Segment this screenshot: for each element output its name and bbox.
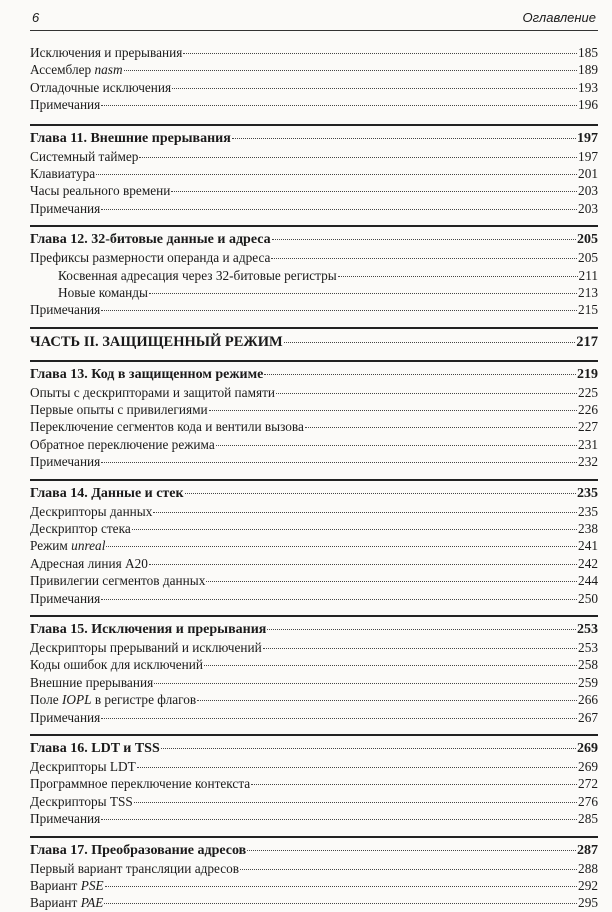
toc-page-number: 235 [578, 503, 598, 519]
toc-entry-title: Исключения и прерывания [30, 45, 183, 60]
dot-leader [101, 718, 577, 719]
toc-entry-title: ЧАСТЬ II. ЗАЩИЩЕННЫЙ РЕЖИМ [30, 333, 283, 350]
toc-entry[interactable] [30, 877, 598, 894]
dot-leader [161, 748, 576, 749]
dot-leader [338, 276, 578, 277]
toc-page-number: 205 [578, 250, 598, 266]
dot-leader [172, 88, 577, 89]
dot-leader [153, 512, 577, 513]
toc-entry-title: Примечания [30, 200, 101, 216]
toc-page-number: 226 [578, 402, 598, 418]
toc-entry[interactable] [30, 793, 598, 810]
toc-entry-title: Внешние прерывания [30, 674, 154, 690]
toc-entry-title: Системный таймер [30, 148, 139, 164]
toc-entry-title: Вариант PAE [30, 895, 104, 911]
toc-page-number: 266 [578, 692, 598, 708]
toc-entry-title: Глава 14. Данные и стек [30, 485, 184, 501]
dot-leader [271, 258, 577, 259]
toc-entry-title: Часы реального времени [30, 183, 171, 199]
toc-entry[interactable] [30, 182, 598, 199]
toc-entry-title: Примечания [30, 454, 101, 470]
toc-page-number: 259 [578, 674, 598, 690]
toc-part[interactable] [30, 333, 598, 352]
toc-page-number: 225 [578, 384, 598, 400]
dot-leader [284, 342, 576, 343]
toc-page-number: 269 [578, 758, 598, 774]
toc-page-number: 295 [578, 895, 598, 911]
toc-entry-title: Глава 11. Внешние прерывания [30, 130, 231, 146]
toc-entry[interactable] [30, 249, 598, 266]
toc-entry-title: Дескрипторы прерываний и исключений [30, 639, 262, 655]
toc-page-number: 196 [578, 97, 598, 113]
dot-leader [171, 191, 577, 192]
toc-page-number: 201 [578, 165, 598, 181]
toc-entry-title: Программное переключение контекста [30, 776, 251, 792]
toc-entry[interactable] [30, 503, 598, 520]
toc-page-number: 215 [578, 302, 598, 318]
toc-page-number: 288 [578, 860, 598, 876]
dot-leader [139, 157, 577, 158]
toc-entry[interactable] [30, 894, 598, 911]
dot-leader [183, 53, 577, 54]
dot-leader [240, 869, 577, 870]
toc-page-number: 232 [578, 454, 598, 470]
toc-entry[interactable] [30, 418, 598, 435]
toc-entry[interactable] [30, 284, 598, 301]
dot-leader [101, 105, 577, 106]
dot-leader [232, 138, 576, 139]
page-number: 6 [32, 10, 40, 25]
toc-entry-title: Адресная линия A20 [30, 555, 148, 571]
toc-entry[interactable] [30, 639, 598, 656]
section-divider [30, 479, 598, 481]
toc-entry-title: Префиксы размерности операнда и адреса [30, 250, 271, 266]
toc-entry-title: Опыты с дескрипторами и защитой памяти [30, 384, 276, 400]
toc-chapter[interactable] [30, 740, 598, 758]
toc-entry-title: Отладочные исключения [30, 79, 172, 95]
toc-entry-title: Глава 12. 32-битовые данные и адреса [30, 232, 271, 248]
toc-entry-title: Дескрипторы LDT [30, 758, 136, 774]
running-title: Оглавление [522, 10, 596, 25]
toc-page-number: 253 [577, 621, 598, 637]
toc-entry-title: Первые опыты с привилегиями [30, 402, 208, 418]
toc-page-number: 231 [578, 436, 598, 452]
toc-entry[interactable] [30, 520, 598, 537]
toc-page-number: 241 [578, 538, 598, 554]
toc-entry-title: Дескриптор стека [30, 521, 131, 537]
toc-entry[interactable] [30, 674, 598, 691]
toc-entry[interactable] [30, 301, 598, 318]
toc-entry-title: Первый вариант трансляции адресов [30, 860, 240, 876]
toc-chapter[interactable] [30, 231, 598, 249]
dot-leader [105, 886, 577, 887]
toc-entry-title: Коды ошибок для исключений [30, 657, 204, 673]
toc-entry[interactable] [30, 453, 598, 470]
section-divider [30, 124, 598, 126]
toc-entry-title: Поле IOPL в регистре флагов [30, 692, 197, 708]
dot-leader [209, 410, 577, 411]
dot-leader [101, 310, 577, 311]
toc-entry[interactable] [30, 709, 598, 726]
toc-entry-title: Ассемблер nasm [30, 62, 123, 78]
toc-entry[interactable] [30, 384, 598, 401]
dot-leader [305, 427, 577, 428]
dot-leader [124, 70, 577, 71]
dot-leader [206, 581, 577, 582]
page-header [30, 6, 598, 31]
section-divider [30, 327, 598, 329]
toc-entry[interactable] [30, 555, 598, 572]
toc-chapter[interactable] [30, 485, 598, 503]
toc-page-number: 197 [577, 130, 598, 146]
toc-page-number: 253 [578, 639, 598, 655]
section-divider [30, 734, 598, 736]
toc-page-number: 292 [578, 877, 598, 893]
toc-page-number: 227 [578, 419, 598, 435]
toc-entry-title: Глава 13. Код в защищенном режиме [30, 366, 264, 382]
toc-chapter[interactable] [30, 621, 598, 639]
dot-leader [154, 683, 577, 684]
dot-leader [185, 493, 576, 494]
toc-entry[interactable] [30, 590, 598, 607]
toc-page-number: 238 [578, 521, 598, 537]
toc-entry-title: Примечания [30, 590, 101, 606]
toc-entry-title: Примечания [30, 709, 101, 725]
toc-page-number: 211 [578, 267, 598, 283]
toc-page-number: 197 [578, 148, 598, 164]
toc-entry[interactable] [30, 860, 598, 877]
toc-entry[interactable] [30, 656, 598, 673]
toc-page-number: 193 [578, 79, 598, 95]
toc-entry-title: Глава 15. Исключения и прерывания [30, 621, 267, 637]
toc-chapter[interactable] [30, 130, 598, 148]
dot-leader [96, 174, 577, 175]
dot-leader [134, 802, 577, 803]
toc-chapter[interactable] [30, 842, 598, 860]
dot-leader [132, 529, 577, 530]
dot-leader [267, 629, 576, 630]
section-divider [30, 836, 598, 838]
dot-leader [137, 767, 577, 768]
dot-leader [247, 850, 576, 851]
toc-entry[interactable] [30, 810, 598, 827]
toc-page-number: 285 [578, 811, 598, 827]
toc-entry[interactable] [30, 79, 598, 96]
toc-entry-title: Косвенная адресация через 32-битовые регистры [58, 267, 337, 283]
toc-entry-title: Дескрипторы данных [30, 503, 153, 519]
toc-entry-title: Режим unreal [30, 538, 106, 554]
toc-page-number: 242 [578, 555, 598, 571]
toc-entry-title: Глава 17. Преобразование адресов [30, 842, 247, 858]
toc-entry[interactable] [30, 436, 598, 453]
toc-page-number: 269 [577, 740, 598, 756]
toc-entry-title: Привилегии сегментов данных [30, 573, 206, 589]
dot-leader [101, 209, 577, 210]
dot-leader [263, 648, 577, 649]
toc-page-number: 250 [578, 590, 598, 606]
toc-page-number: 258 [578, 657, 598, 673]
toc-page-number: 185 [578, 45, 598, 60]
toc-entry-title: Новые команды [58, 284, 148, 300]
dot-leader [216, 445, 577, 446]
toc-page-number: 287 [577, 842, 598, 858]
toc-page-number: 235 [577, 485, 598, 501]
toc-page-number: 217 [576, 333, 598, 350]
toc-entry-title: Клавиатура [30, 165, 96, 181]
toc-entry-title: Глава 16. LDT и TSS [30, 740, 160, 756]
toc-page-number: 189 [578, 62, 598, 78]
toc-entry[interactable] [30, 61, 598, 78]
dot-leader [149, 564, 577, 565]
toc-entry[interactable] [30, 44, 598, 61]
dot-leader [276, 393, 577, 394]
toc-entry[interactable] [30, 96, 598, 113]
dot-leader [197, 700, 577, 701]
toc-page-number: 244 [578, 573, 598, 589]
toc-entry[interactable] [30, 200, 598, 217]
dot-leader [101, 462, 577, 463]
toc-page-number: 267 [578, 709, 598, 725]
section-divider [30, 615, 598, 617]
dot-leader [106, 546, 577, 547]
toc-entry-title: Переключение сегментов кода и вентили вызова [30, 419, 304, 435]
toc-page-number: 203 [578, 200, 598, 216]
toc-entry[interactable] [30, 691, 598, 708]
toc-page-number: 203 [578, 183, 598, 199]
section-divider [30, 360, 598, 362]
toc-entry[interactable] [30, 148, 598, 165]
dot-leader [104, 903, 577, 904]
toc-entry-title: Примечания [30, 811, 101, 827]
toc-entry-title: Примечания [30, 97, 101, 113]
toc-entry[interactable] [30, 401, 598, 418]
section-divider [30, 225, 598, 227]
toc-page-number: 205 [577, 232, 598, 248]
table-of-contents [30, 44, 598, 912]
toc-entry-title: Обратное переключение режима [30, 436, 215, 452]
toc-page-number: 219 [577, 366, 598, 382]
toc-entry-title: Вариант PSE [30, 877, 104, 893]
toc-page-number: 272 [578, 776, 598, 792]
toc-entry[interactable] [30, 537, 598, 554]
dot-leader [204, 665, 577, 666]
toc-chapter[interactable] [30, 366, 598, 384]
dot-leader [272, 239, 576, 240]
toc-entry[interactable] [30, 775, 598, 792]
toc-entry-title: Дескрипторы TSS [30, 793, 133, 809]
toc-entry[interactable] [30, 267, 598, 284]
dot-leader [101, 819, 577, 820]
toc-page-number: 276 [578, 793, 598, 809]
toc-entry-title: Примечания [30, 302, 101, 318]
toc-entry[interactable] [30, 165, 598, 182]
toc-entry[interactable] [30, 572, 598, 589]
toc-entry[interactable] [30, 758, 598, 775]
dot-leader [149, 293, 577, 294]
dot-leader [101, 599, 577, 600]
dot-leader [251, 784, 577, 785]
toc-page-number: 213 [578, 284, 598, 300]
dot-leader [264, 374, 576, 375]
